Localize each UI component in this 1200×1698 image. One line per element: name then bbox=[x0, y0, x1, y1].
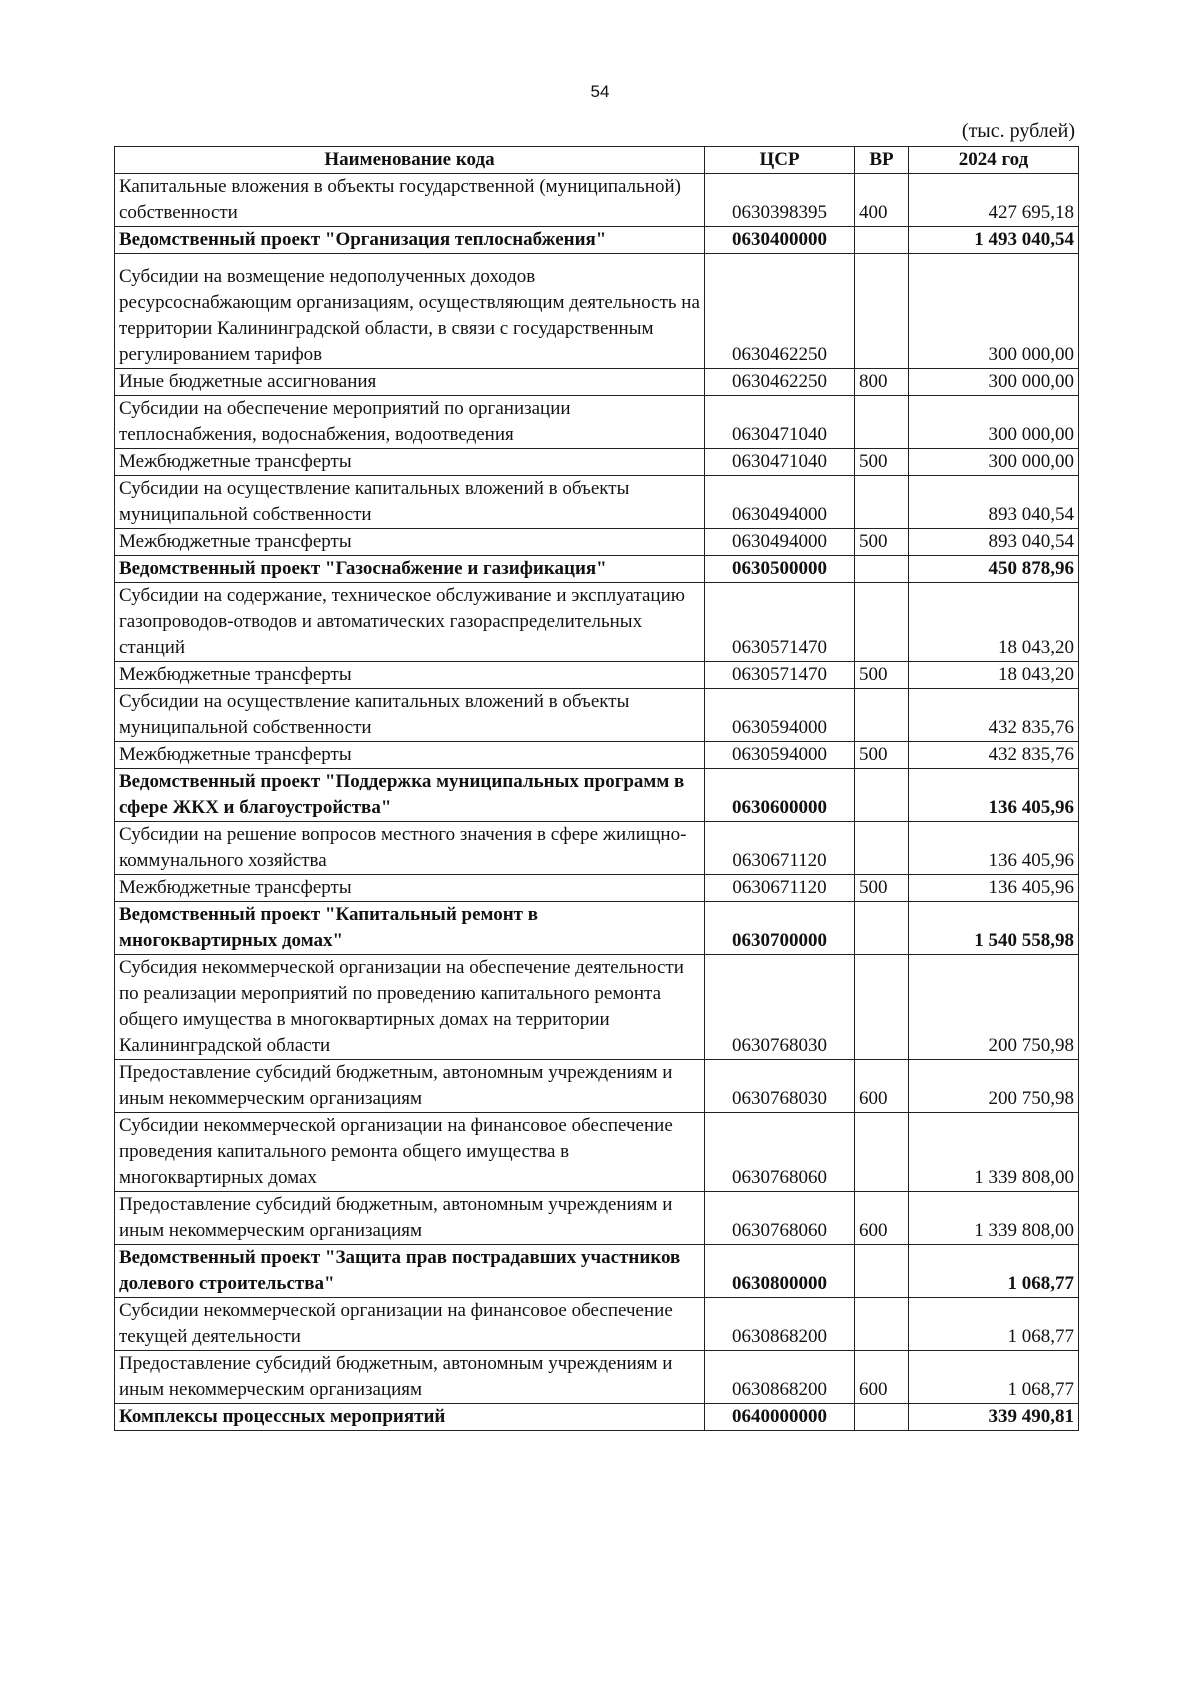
row-name: Субсидии на решение вопросов местного значения в сфере жилищно-коммунального хозяйства bbox=[115, 822, 705, 875]
row-csr: 0630800000 bbox=[705, 1245, 855, 1298]
row-amount: 300 000,00 bbox=[909, 254, 1079, 369]
row-amount: 136 405,96 bbox=[909, 875, 1079, 902]
row-vr: 600 bbox=[855, 1060, 909, 1113]
row-csr: 0630700000 bbox=[705, 902, 855, 955]
row-csr: 0630768030 bbox=[705, 955, 855, 1060]
row-amount: 18 043,20 bbox=[909, 662, 1079, 689]
row-name: Субсидии на осуществление капитальных вложений в объекты муниципальной собственности bbox=[115, 476, 705, 529]
header-csr: ЦСР bbox=[705, 147, 855, 174]
row-vr bbox=[855, 227, 909, 254]
units-label: (тыс. рублей) bbox=[961, 120, 1075, 142]
row-vr bbox=[855, 254, 909, 369]
row-amount: 200 750,98 bbox=[909, 1060, 1079, 1113]
row-csr: 0630571470 bbox=[705, 662, 855, 689]
table-row bbox=[115, 449, 1079, 476]
row-csr: 0630594000 bbox=[705, 742, 855, 769]
row-vr: 800 bbox=[855, 369, 909, 396]
row-vr bbox=[855, 902, 909, 955]
row-name: Субсидия некоммерческой организации на обеспечение деятельности по реализации мероприятий по проведению капитального ремонта общего имущества в многоквартирных домах на территории Калининградской области bbox=[115, 955, 705, 1060]
row-vr bbox=[855, 1245, 909, 1298]
row-vr: 500 bbox=[855, 662, 909, 689]
row-name: Предоставление субсидий бюджетным, автономным учреждениям и иным некоммерческим организациям bbox=[115, 1060, 705, 1113]
row-amount: 200 750,98 bbox=[909, 955, 1079, 1060]
table-row bbox=[115, 227, 1079, 254]
table-row bbox=[115, 396, 1079, 449]
row-name: Межбюджетные трансферты bbox=[115, 662, 705, 689]
row-vr bbox=[855, 1298, 909, 1351]
row-vr bbox=[855, 583, 909, 662]
row-vr: 600 bbox=[855, 1192, 909, 1245]
row-vr: 500 bbox=[855, 742, 909, 769]
row-vr bbox=[855, 689, 909, 742]
row-csr: 0640000000 bbox=[705, 1404, 855, 1431]
row-vr bbox=[855, 955, 909, 1060]
table-row bbox=[115, 476, 1079, 529]
row-vr bbox=[855, 1404, 909, 1431]
row-vr bbox=[855, 396, 909, 449]
row-csr: 0630494000 bbox=[705, 529, 855, 556]
table-row bbox=[115, 1192, 1079, 1245]
row-name: Межбюджетные трансферты bbox=[115, 529, 705, 556]
table-row bbox=[115, 742, 1079, 769]
row-csr: 0630868200 bbox=[705, 1351, 855, 1404]
table-row bbox=[115, 1351, 1079, 1404]
row-name: Субсидии на содержание, техническое обслуживание и эксплуатацию газопроводов-отводов и автоматических газораспределительных станций bbox=[115, 583, 705, 662]
row-csr: 0630600000 bbox=[705, 769, 855, 822]
row-amount: 136 405,96 bbox=[909, 822, 1079, 875]
row-name: Субсидии на возмещение недополученных доходов ресурсоснабжающим организациям, осуществляющим деятельность на территории Калининградской области, в связи с государственным регулированием тарифов bbox=[115, 254, 705, 369]
budget-table bbox=[114, 146, 1079, 1431]
table-row bbox=[115, 254, 1079, 369]
row-csr: 0630462250 bbox=[705, 254, 855, 369]
row-csr: 0630471040 bbox=[705, 396, 855, 449]
row-name: Ведомственный проект "Защита прав пострадавших участников долевого строительства" bbox=[115, 1245, 705, 1298]
page-number: 54 bbox=[590, 82, 610, 101]
table-row bbox=[115, 174, 1079, 227]
row-amount: 427 695,18 bbox=[909, 174, 1079, 227]
row-csr: 0630400000 bbox=[705, 227, 855, 254]
row-name: Субсидии некоммерческой организации на финансовое обеспечение текущей деятельности bbox=[115, 1298, 705, 1351]
row-vr: 600 bbox=[855, 1351, 909, 1404]
row-amount: 300 000,00 bbox=[909, 396, 1079, 449]
table-row bbox=[115, 875, 1079, 902]
row-name: Субсидии некоммерческой организации на финансовое обеспечение проведения капитального ремонта общего имущества в многоквартирных домах bbox=[115, 1113, 705, 1192]
row-vr bbox=[855, 822, 909, 875]
row-amount: 1 339 808,00 bbox=[909, 1113, 1079, 1192]
row-vr bbox=[855, 556, 909, 583]
row-amount: 18 043,20 bbox=[909, 583, 1079, 662]
row-amount: 893 040,54 bbox=[909, 529, 1079, 556]
row-name: Ведомственный проект "Организация теплоснабжения" bbox=[115, 227, 705, 254]
row-csr: 0630398395 bbox=[705, 174, 855, 227]
table-header-row bbox=[115, 147, 1079, 174]
row-csr: 0630671120 bbox=[705, 822, 855, 875]
row-vr: 500 bbox=[855, 875, 909, 902]
row-vr bbox=[855, 769, 909, 822]
row-csr: 0630768060 bbox=[705, 1113, 855, 1192]
row-vr: 500 bbox=[855, 529, 909, 556]
row-csr: 0630868200 bbox=[705, 1298, 855, 1351]
row-amount: 1 068,77 bbox=[909, 1351, 1079, 1404]
row-name: Межбюджетные трансферты bbox=[115, 449, 705, 476]
table-row bbox=[115, 556, 1079, 583]
table-row bbox=[115, 1060, 1079, 1113]
row-csr: 0630594000 bbox=[705, 689, 855, 742]
row-amount: 893 040,54 bbox=[909, 476, 1079, 529]
row-amount: 1 068,77 bbox=[909, 1245, 1079, 1298]
header-year: 2024 год bbox=[909, 147, 1079, 174]
table-row bbox=[115, 1245, 1079, 1298]
row-amount: 1 339 808,00 bbox=[909, 1192, 1079, 1245]
row-amount: 339 490,81 bbox=[909, 1404, 1079, 1431]
row-csr: 0630768060 bbox=[705, 1192, 855, 1245]
table-row bbox=[115, 529, 1079, 556]
table-row bbox=[115, 369, 1079, 396]
row-name: Межбюджетные трансферты bbox=[115, 742, 705, 769]
row-name: Ведомственный проект "Поддержка муниципальных программ в сфере ЖКХ и благоустройства" bbox=[115, 769, 705, 822]
row-amount: 1 068,77 bbox=[909, 1298, 1079, 1351]
row-vr bbox=[855, 1113, 909, 1192]
row-name: Предоставление субсидий бюджетным, автономным учреждениям и иным некоммерческим организациям bbox=[115, 1192, 705, 1245]
row-csr: 0630571470 bbox=[705, 583, 855, 662]
row-amount: 432 835,76 bbox=[909, 742, 1079, 769]
table-row bbox=[115, 583, 1079, 662]
header-vr: ВР bbox=[855, 147, 909, 174]
row-name: Предоставление субсидий бюджетным, автономным учреждениям и иным некоммерческим организациям bbox=[115, 1351, 705, 1404]
table-row bbox=[115, 902, 1079, 955]
table-row bbox=[115, 955, 1079, 1060]
row-name: Ведомственный проект "Капитальный ремонт в многоквартирных домах" bbox=[115, 902, 705, 955]
table-row bbox=[115, 822, 1079, 875]
row-csr: 0630671120 bbox=[705, 875, 855, 902]
row-csr: 0630471040 bbox=[705, 449, 855, 476]
row-amount: 1 540 558,98 bbox=[909, 902, 1079, 955]
row-csr: 0630494000 bbox=[705, 476, 855, 529]
row-vr: 500 bbox=[855, 449, 909, 476]
table-row bbox=[115, 769, 1079, 822]
row-name: Комплексы процессных мероприятий bbox=[115, 1404, 705, 1431]
row-amount: 300 000,00 bbox=[909, 449, 1079, 476]
row-vr: 400 bbox=[855, 174, 909, 227]
row-vr bbox=[855, 476, 909, 529]
table-row bbox=[115, 689, 1079, 742]
row-name: Иные бюджетные ассигнования bbox=[115, 369, 705, 396]
table-row bbox=[115, 662, 1079, 689]
table-row bbox=[115, 1298, 1079, 1351]
table-row bbox=[115, 1404, 1079, 1431]
row-amount: 136 405,96 bbox=[909, 769, 1079, 822]
row-amount: 1 493 040,54 bbox=[909, 227, 1079, 254]
row-csr: 0630768030 bbox=[705, 1060, 855, 1113]
row-name: Субсидии на обеспечение мероприятий по организации теплоснабжения, водоснабжения, водоотведения bbox=[115, 396, 705, 449]
row-csr: 0630500000 bbox=[705, 556, 855, 583]
row-name: Ведомственный проект "Газоснабжение и газификация" bbox=[115, 556, 705, 583]
header-name: Наименование кода bbox=[115, 147, 705, 174]
row-amount: 300 000,00 bbox=[909, 369, 1079, 396]
row-name: Межбюджетные трансферты bbox=[115, 875, 705, 902]
row-amount: 450 878,96 bbox=[909, 556, 1079, 583]
row-csr: 0630462250 bbox=[705, 369, 855, 396]
row-name: Субсидии на осуществление капитальных вложений в объекты муниципальной собственности bbox=[115, 689, 705, 742]
table-row bbox=[115, 1113, 1079, 1192]
row-amount: 432 835,76 bbox=[909, 689, 1079, 742]
row-name: Капитальные вложения в объекты государственной (муниципальной) собственности bbox=[115, 174, 705, 227]
